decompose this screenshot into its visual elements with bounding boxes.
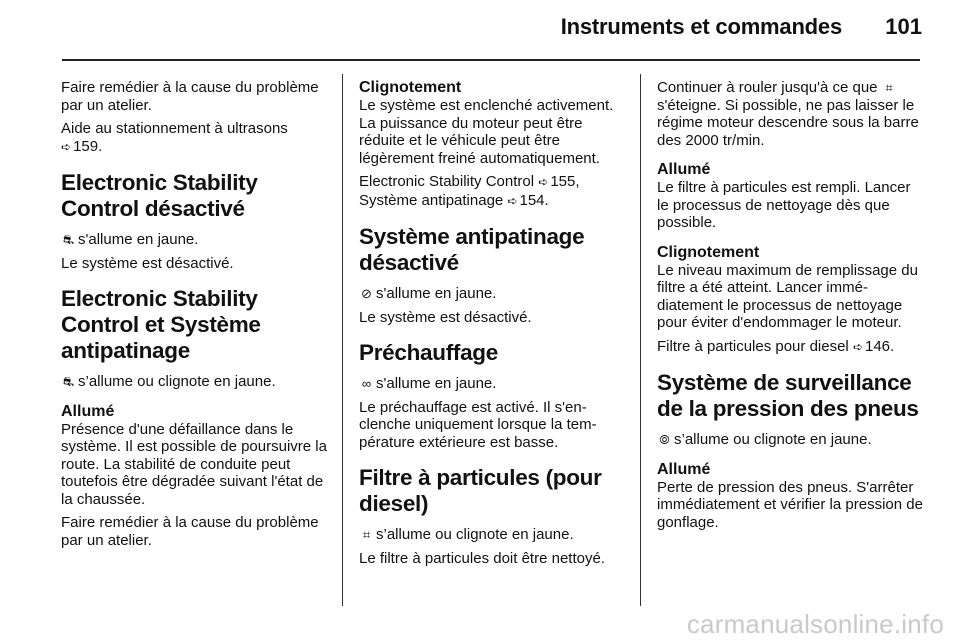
paragraph: Faire remédier à la cause du problème par un atelier. (61, 79, 319, 114)
column-1 (61, 79, 327, 555)
heading-esc-off: Electronic Stability Control désactivé (61, 170, 258, 221)
page-reference[interactable]: 154. (519, 191, 549, 209)
particle-filter-icon: ⌗ (362, 527, 371, 542)
esc-off-icon: ⛐ (62, 232, 75, 247)
paragraph: Faire remédier à la cause du problème par un atelier. (61, 514, 319, 549)
paragraph: Le filtre à particules doit être nettoyé. (359, 549, 605, 567)
cross-reference-arrow-icon: ➪ (61, 139, 72, 154)
paragraph: ⛐ s'allume en jaune. (62, 231, 199, 248)
paragraph: Présence d'une défaillance dans le système. Il est possible de poursuivre la route. La stabilité de conduite peut toutefois être dégradée suivant l'état de la chaussée. (61, 420, 327, 508)
subheading-clignotement: Clignotement (359, 79, 462, 96)
tire-pressure-icon: ⦾ (659, 432, 670, 447)
subheading-clignotement: Clignotement (657, 243, 760, 261)
paragraph: ∞ s'allume en jaune. (359, 375, 625, 393)
page-number: 101 (885, 14, 922, 39)
glow-plug-icon: ∞ (361, 376, 372, 391)
subheading-allume: Allumé (657, 161, 711, 178)
paragraph: ⛐ s’allume ou clignote en jaune. (62, 373, 276, 390)
header-divider (62, 59, 920, 61)
paragraph: Continuer à rouler jusqu'à ce que ⌗ s'éteigne. Si possible, ne pas laisser le régime moteur descendre sous la barre des 2000 tr/min. (657, 79, 919, 149)
heading-filtre: Filtre à particules (pour diesel) (359, 465, 602, 516)
cross-reference-arrow-icon: ➪ (852, 339, 863, 354)
heading-tpms: Système de surveillance de la pression des pneus (657, 370, 919, 421)
subheading-allume: Allumé (657, 460, 711, 478)
cross-reference-arrow-icon: ➪ (538, 175, 549, 189)
esc-icon: ⛐ (62, 374, 75, 389)
heading-tc-off: Système antipatinage désactivé (359, 224, 585, 275)
column-3 (657, 79, 923, 537)
column-2 (359, 79, 625, 573)
heading-prechauffage: Préchauffage (359, 340, 498, 365)
paragraph: Perte de pression des pneus. S'arrêter immédiatement et vérifier la pression de gonflage. (657, 478, 923, 531)
particle-filter-icon: ⌗ (885, 80, 893, 95)
page-reference[interactable]: 146. (865, 337, 895, 355)
paragraph: ⊘ s'allume en jaune. (359, 285, 625, 303)
paragraph: Filtre à particules pour diesel ➪ 146. (657, 337, 895, 355)
paragraph: Aide au stationnement à ultrasons ➪ 159. (61, 120, 288, 155)
page-title: Instruments et commandes (560, 14, 842, 39)
paragraph: Le système est désactivé. (359, 308, 532, 326)
paragraph: Le filtre à particules est rempli. Lancer le processus de nettoyage dès que possible. (657, 179, 911, 231)
page-reference[interactable]: 159. (73, 137, 103, 155)
paragraph: Le système est enclenché activement. La puissance du moteur peut être réduite et le véhicule peut être légèrement freiné automatiquement. (359, 97, 614, 167)
paragraph: Le préchauffage est activé. Il s'enclenche uniquement lorsque la température extérieure est basse. (359, 398, 597, 451)
cross-reference-arrow-icon: ➪ (507, 193, 518, 208)
subheading-allume: Allumé (61, 402, 115, 420)
page-reference[interactable]: 155, (550, 173, 580, 190)
paragraph: ⦾ s’allume ou clignote en jaune. (657, 431, 923, 449)
paragraph: ⌗ s’allume ou clignote en jaune. (359, 526, 625, 544)
column-divider-2 (640, 74, 641, 606)
watermark: carmanualsonline.info (686, 609, 944, 639)
heading-esc-tc: Electronic Stability Control et Système antipatinage (61, 286, 261, 363)
paragraph: Le niveau maximum de remplissage du filtre a été atteint. Lancer immédiatement le processus de nettoyage pour éviter d'endommager le moteur. (657, 261, 918, 331)
paragraph: Le système est désactivé. (61, 254, 234, 272)
traction-control-off-icon: ⊘ (361, 286, 372, 301)
paragraph: Electronic Stability Control ➪ 155, Système antipatinage ➪ 154. (359, 173, 580, 209)
column-divider-1 (342, 74, 343, 606)
